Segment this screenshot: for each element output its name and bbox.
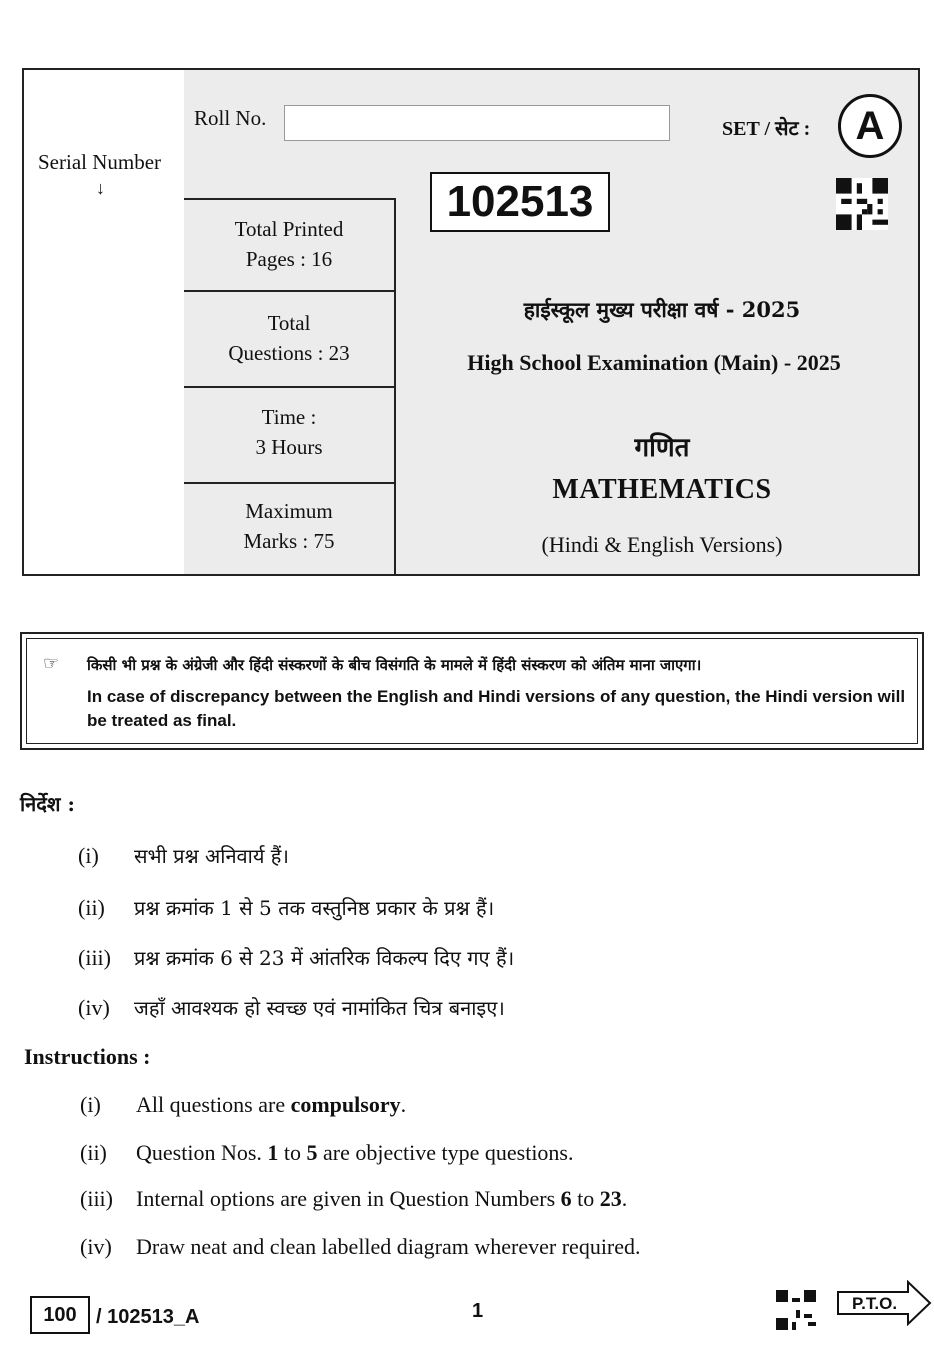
total-pages-value: Pages : 16 <box>245 247 333 271</box>
total-questions-value: Questions : 23 <box>228 341 350 365</box>
hindi-instruction-item <box>78 994 505 1021</box>
versions-note: (Hindi & English Versions) <box>541 532 783 557</box>
set-badge: A <box>838 94 902 158</box>
footer-paper-code: / 102513_A <box>96 1306 200 1328</box>
serial-number-label: Serial Number <box>38 150 162 174</box>
divider <box>184 386 394 388</box>
item-text: . <box>400 1092 407 1117</box>
notice-inner-border <box>26 638 918 744</box>
item-text: Draw neat and clean labelled diagram wherever required. <box>136 1234 641 1259</box>
page-number: 1 <box>472 1300 484 1322</box>
total-questions <box>184 308 394 368</box>
pointing-hand-icon: ☞ <box>43 653 60 674</box>
total-count-box: 100 <box>30 1296 90 1334</box>
language-notice-box <box>20 632 924 750</box>
maximum-marks-label: Maximum <box>245 499 333 523</box>
maximum-marks <box>184 496 394 556</box>
item-text: Question Nos. <box>136 1140 268 1165</box>
maximum-marks-value: Marks : 75 <box>243 529 335 553</box>
item-text: प्रश्न क्रमांक 1 से 5 तक वस्तुनिष्ठ प्रकार के प्रश्न हैं। <box>134 896 495 920</box>
item-text: All questions are <box>136 1092 291 1117</box>
hindi-instruction-item <box>78 842 289 869</box>
total-pages <box>184 214 394 274</box>
item-text: are objective type questions. <box>317 1140 574 1165</box>
english-instruction-item <box>80 1186 627 1212</box>
item-emphasis: 1 <box>267 1140 279 1165</box>
hindi-instruction-item <box>78 894 494 921</box>
exam-info-panel <box>184 70 918 574</box>
item-number: (iii) <box>80 1186 113 1211</box>
item-text: to <box>571 1186 600 1211</box>
notice-english: In case of discrepancy between the English and Hindi versions of any question, the Hindi version will be treated as final. <box>87 687 906 730</box>
time-value: 3 Hours <box>255 435 323 459</box>
divider <box>184 290 394 292</box>
set-label: SET / सेट : <box>722 118 811 140</box>
item-number: (i) <box>78 843 99 868</box>
item-number: (ii) <box>78 895 105 920</box>
roll-number-label: Roll No. <box>194 106 267 130</box>
qr-code-icon <box>776 1290 816 1330</box>
item-number: (i) <box>80 1092 101 1117</box>
exam-title-english: High School Examination (Main) - 2025 <box>467 350 841 375</box>
hindi-instruction-item <box>78 944 514 971</box>
notice-hindi: किसी भी प्रश्न के अंग्रेजी और हिंदी संस्करणों के बीच विसंगति के मामले में हिंदी संस्करण को अंतिम माना जाएगा। <box>87 656 702 674</box>
exam-header-box <box>22 68 920 576</box>
time-allowed <box>184 402 394 462</box>
roll-number-field[interactable] <box>284 105 670 141</box>
item-number: (ii) <box>80 1140 107 1165</box>
english-instruction-item <box>80 1234 641 1260</box>
pto-label: P.T.O. <box>852 1294 898 1313</box>
item-text: Internal options are given in Question Numbers <box>136 1186 561 1211</box>
english-instruction-item <box>80 1140 574 1166</box>
total-questions-label: Total <box>267 311 311 335</box>
subject-hindi: गणित <box>634 433 690 463</box>
hindi-instructions-heading: निर्देश : <box>20 792 75 816</box>
exam-title-hindi: हाईस्कूल मुख्य परीक्षा वर्ष - 2025 <box>523 297 801 322</box>
time-label: Time : <box>261 405 317 429</box>
item-emphasis: 5 <box>306 1140 318 1165</box>
item-number: (iv) <box>80 1234 112 1259</box>
divider <box>184 482 394 484</box>
item-emphasis: compulsory <box>290 1092 401 1117</box>
paper-code: 102513 <box>430 172 610 232</box>
english-instructions-heading: Instructions : <box>24 1044 151 1069</box>
item-text: to <box>278 1140 307 1165</box>
down-arrow-icon: ↓ <box>96 178 105 198</box>
item-text: . <box>621 1186 628 1211</box>
paper-stats-column <box>184 198 396 576</box>
item-text: प्रश्न क्रमांक 6 से 23 में आंतरिक विकल्प दिए गए हैं। <box>134 946 515 970</box>
item-emphasis: 23 <box>599 1186 622 1211</box>
qr-code-icon <box>836 178 888 230</box>
item-text: सभी प्रश्न अनिवार्य हैं। <box>134 844 290 868</box>
english-instruction-item <box>80 1092 406 1118</box>
item-number: (iv) <box>78 995 110 1020</box>
item-text: जहाँ आवश्यक हो स्वच्छ एवं नामांकित चित्र बनाइए। <box>134 996 505 1020</box>
serial-number-column <box>24 70 186 574</box>
subject-english: MATHEMATICS <box>552 474 772 505</box>
item-emphasis: 6 <box>560 1186 572 1211</box>
item-number: (iii) <box>78 945 111 970</box>
total-pages-label: Total Printed <box>234 217 344 241</box>
